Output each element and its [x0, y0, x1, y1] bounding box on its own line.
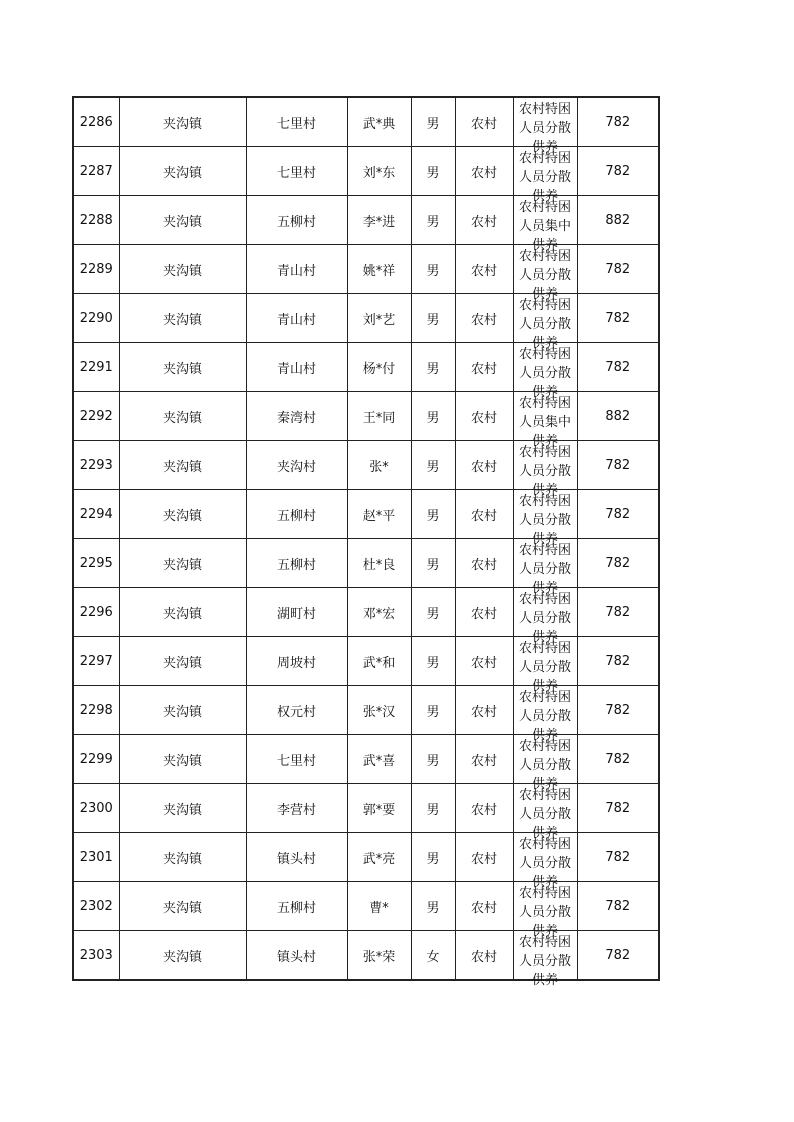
cell-serial-number: 2300	[73, 784, 119, 833]
assistance-category-text: 农村特困人员分散供养	[518, 248, 571, 302]
relief-roster-table	[72, 96, 660, 988]
table-row	[73, 490, 659, 539]
cell-household-type: 农村	[455, 97, 513, 147]
cell-serial-number: 2298	[73, 686, 119, 735]
cell-amount: 782	[577, 147, 659, 196]
cell-town: 夹沟镇	[119, 392, 246, 441]
table-row	[73, 833, 659, 882]
assistance-category-text: 农村特困人员分散供养	[518, 640, 571, 694]
assistance-category-text: 农村特困人员分散供养	[518, 787, 571, 841]
cell-village: 七里村	[246, 147, 347, 196]
cell-person-name: 赵*平	[347, 490, 411, 539]
cell-person-name: 曹*	[347, 882, 411, 931]
assistance-category-text: 农村特困人员分散供养	[518, 542, 571, 596]
cell-assistance-category	[513, 637, 577, 694]
table-row	[73, 539, 659, 588]
cell-town: 夹沟镇	[119, 97, 246, 147]
cell-assistance-category	[513, 245, 577, 302]
cell-amount: 882	[577, 392, 659, 441]
cell-assistance-category	[513, 343, 577, 400]
cell-town: 夹沟镇	[119, 343, 246, 392]
cell-household-type: 农村	[455, 343, 513, 392]
assistance-category-text: 农村特困人员分散供养	[518, 297, 571, 351]
cell-amount: 782	[577, 833, 659, 882]
cell-sex: 男	[411, 294, 455, 343]
cell-person-name: 武*喜	[347, 735, 411, 784]
cell-sex: 男	[411, 490, 455, 539]
assistance-category-text: 农村特困人员分散供养	[518, 101, 571, 155]
cell-assistance-category	[513, 539, 577, 596]
table-row	[73, 294, 659, 343]
cell-household-type: 农村	[455, 147, 513, 196]
cell-village: 周坡村	[246, 637, 347, 686]
cell-town: 夹沟镇	[119, 490, 246, 539]
cell-town: 夹沟镇	[119, 882, 246, 931]
table-row	[73, 588, 659, 637]
cell-assistance-category	[513, 147, 577, 204]
table-row	[73, 784, 659, 833]
cell-amount: 782	[577, 294, 659, 343]
cell-town: 夹沟镇	[119, 637, 246, 686]
table-row	[73, 882, 659, 931]
cell-assistance-category	[513, 588, 577, 645]
table-row	[73, 931, 659, 981]
cell-sex: 男	[411, 147, 455, 196]
cell-person-name: 杜*良	[347, 539, 411, 588]
cell-sex: 男	[411, 539, 455, 588]
cell-serial-number: 2289	[73, 245, 119, 294]
cell-household-type: 农村	[455, 490, 513, 539]
cell-serial-number: 2287	[73, 147, 119, 196]
cell-village: 权元村	[246, 686, 347, 735]
cell-serial-number: 2299	[73, 735, 119, 784]
table-row	[73, 441, 659, 490]
cell-serial-number: 2288	[73, 196, 119, 245]
cell-village: 青山村	[246, 245, 347, 294]
cell-household-type: 农村	[455, 686, 513, 735]
cell-person-name: 郭*要	[347, 784, 411, 833]
table-body	[73, 97, 659, 988]
cell-town: 夹沟镇	[119, 833, 246, 882]
cell-serial-number: 2301	[73, 833, 119, 882]
cell-household-type: 农村	[455, 392, 513, 441]
cell-sex: 女	[411, 931, 455, 981]
cell-assistance-category	[513, 490, 577, 547]
cell-serial-number: 2286	[73, 97, 119, 147]
cell-town: 夹沟镇	[119, 784, 246, 833]
cell-person-name: 武*典	[347, 97, 411, 147]
cell-town: 夹沟镇	[119, 588, 246, 637]
assistance-category-text: 农村特困人员分散供养	[518, 689, 571, 743]
assistance-category-text: 农村特困人员分散供养	[518, 738, 571, 792]
cell-household-type: 农村	[455, 196, 513, 245]
cell-village: 秦湾村	[246, 392, 347, 441]
cell-serial-number: 2290	[73, 294, 119, 343]
cell-village: 湖町村	[246, 588, 347, 637]
cell-household-type: 农村	[455, 931, 513, 981]
cell-amount: 782	[577, 441, 659, 490]
cell-village: 夹沟村	[246, 441, 347, 490]
cell-sex: 男	[411, 343, 455, 392]
cell-assistance-category	[513, 931, 577, 988]
cell-amount: 782	[577, 735, 659, 784]
cell-sex: 男	[411, 686, 455, 735]
cell-serial-number: 2302	[73, 882, 119, 931]
cell-town: 夹沟镇	[119, 196, 246, 245]
cell-person-name: 刘*艺	[347, 294, 411, 343]
cell-amount: 782	[577, 343, 659, 392]
cell-sex: 男	[411, 196, 455, 245]
assistance-category-text: 农村特困人员集中供养	[518, 199, 571, 253]
cell-amount: 782	[577, 539, 659, 588]
assistance-category-text: 农村特困人员分散供养	[518, 591, 571, 645]
cell-village: 五柳村	[246, 882, 347, 931]
cell-amount: 782	[577, 97, 659, 147]
cell-household-type: 农村	[455, 637, 513, 686]
cell-village: 青山村	[246, 343, 347, 392]
cell-village: 七里村	[246, 735, 347, 784]
cell-serial-number: 2296	[73, 588, 119, 637]
cell-sex: 男	[411, 833, 455, 882]
cell-village: 青山村	[246, 294, 347, 343]
cell-sex: 男	[411, 784, 455, 833]
cell-assistance-category	[513, 882, 577, 939]
cell-person-name: 张*荣	[347, 931, 411, 981]
cell-assistance-category	[513, 196, 577, 253]
assistance-category-text: 农村特困人员分散供养	[518, 885, 571, 939]
cell-assistance-category	[513, 686, 577, 743]
cell-serial-number: 2303	[73, 931, 119, 981]
table-row	[73, 637, 659, 686]
cell-assistance-category	[513, 392, 577, 449]
cell-person-name: 武*和	[347, 637, 411, 686]
cell-person-name: 王*同	[347, 392, 411, 441]
cell-town: 夹沟镇	[119, 539, 246, 588]
cell-sex: 男	[411, 97, 455, 147]
cell-serial-number: 2292	[73, 392, 119, 441]
cell-person-name: 李*进	[347, 196, 411, 245]
cell-amount: 782	[577, 637, 659, 686]
cell-sex: 男	[411, 441, 455, 490]
cell-assistance-category	[513, 97, 577, 155]
cell-person-name: 刘*东	[347, 147, 411, 196]
cell-person-name: 杨*付	[347, 343, 411, 392]
cell-village: 镇头村	[246, 931, 347, 981]
cell-town: 夹沟镇	[119, 735, 246, 784]
table-row	[73, 147, 659, 196]
cell-person-name: 张*汉	[347, 686, 411, 735]
table-row	[73, 392, 659, 441]
cell-sex: 男	[411, 245, 455, 294]
table-row	[73, 343, 659, 392]
cell-person-name: 张*	[347, 441, 411, 490]
cell-household-type: 农村	[455, 882, 513, 931]
cell-household-type: 农村	[455, 539, 513, 588]
cell-village: 五柳村	[246, 539, 347, 588]
cell-amount: 782	[577, 686, 659, 735]
cell-household-type: 农村	[455, 245, 513, 294]
cell-sex: 男	[411, 735, 455, 784]
table-row	[73, 735, 659, 784]
assistance-category-text: 农村特困人员分散供养	[518, 444, 571, 498]
cell-serial-number: 2291	[73, 343, 119, 392]
cell-village: 七里村	[246, 97, 347, 147]
cell-household-type: 农村	[455, 588, 513, 637]
cell-person-name: 武*亮	[347, 833, 411, 882]
cell-serial-number: 2294	[73, 490, 119, 539]
cell-assistance-category	[513, 833, 577, 890]
cell-amount: 782	[577, 784, 659, 833]
cell-amount: 782	[577, 245, 659, 294]
cell-sex: 男	[411, 882, 455, 931]
cell-serial-number: 2295	[73, 539, 119, 588]
assistance-category-text: 农村特困人员分散供养	[518, 836, 571, 890]
cell-village: 五柳村	[246, 490, 347, 539]
cell-person-name: 邓*宏	[347, 588, 411, 637]
cell-amount: 782	[577, 882, 659, 931]
cell-household-type: 农村	[455, 441, 513, 490]
cell-sex: 男	[411, 588, 455, 637]
cell-serial-number: 2297	[73, 637, 119, 686]
assistance-category-text: 农村特困人员分散供养	[518, 150, 571, 204]
table-row	[73, 97, 659, 147]
cell-household-type: 农村	[455, 294, 513, 343]
assistance-category-text: 农村特困人员分散供养	[518, 934, 571, 988]
cell-town: 夹沟镇	[119, 686, 246, 735]
cell-serial-number: 2293	[73, 441, 119, 490]
cell-town: 夹沟镇	[119, 294, 246, 343]
cell-village: 五柳村	[246, 196, 347, 245]
table-row	[73, 686, 659, 735]
cell-assistance-category	[513, 735, 577, 792]
cell-household-type: 农村	[455, 735, 513, 784]
cell-household-type: 农村	[455, 833, 513, 882]
cell-town: 夹沟镇	[119, 931, 246, 981]
cell-village: 李营村	[246, 784, 347, 833]
cell-town: 夹沟镇	[119, 147, 246, 196]
cell-sex: 男	[411, 392, 455, 441]
cell-assistance-category	[513, 441, 577, 498]
table-row	[73, 196, 659, 245]
cell-village: 镇头村	[246, 833, 347, 882]
cell-amount: 782	[577, 588, 659, 637]
cell-household-type: 农村	[455, 784, 513, 833]
cell-town: 夹沟镇	[119, 441, 246, 490]
cell-town: 夹沟镇	[119, 245, 246, 294]
cell-amount: 782	[577, 931, 659, 981]
assistance-category-text: 农村特困人员分散供养	[518, 493, 571, 547]
assistance-category-text: 农村特困人员集中供养	[518, 395, 571, 449]
table-row	[73, 245, 659, 294]
cell-assistance-category	[513, 784, 577, 841]
assistance-category-text: 农村特困人员分散供养	[518, 346, 571, 400]
cell-person-name: 姚*祥	[347, 245, 411, 294]
cell-sex: 男	[411, 637, 455, 686]
cell-amount: 782	[577, 490, 659, 539]
cell-assistance-category	[513, 294, 577, 351]
cell-amount: 882	[577, 196, 659, 245]
